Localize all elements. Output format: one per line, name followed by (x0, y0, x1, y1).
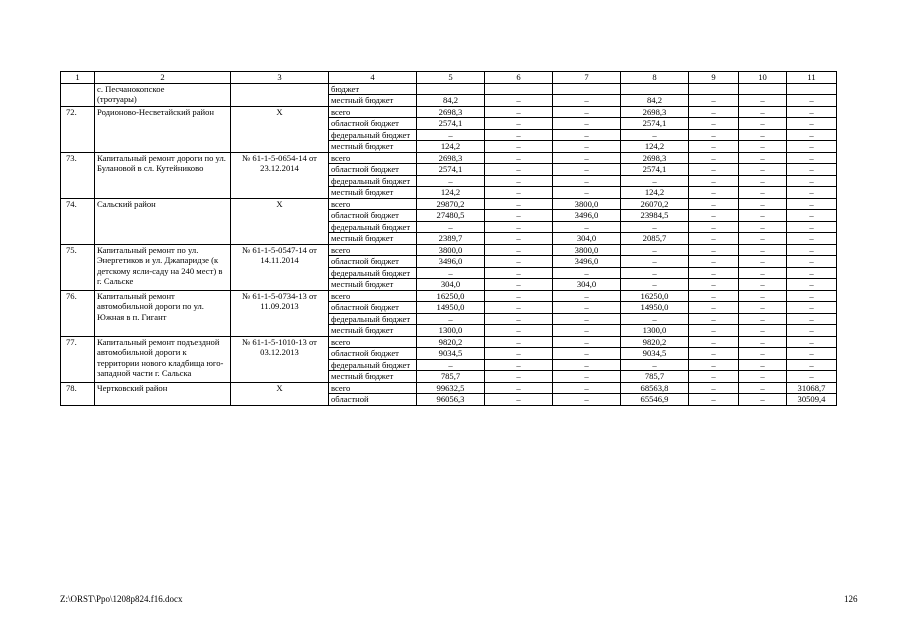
funding-source-cell: местный бюджет (329, 141, 417, 153)
amount-cell: – (787, 210, 837, 222)
amount-cell: 3800,0 (417, 244, 485, 256)
amount-cell: – (485, 152, 553, 164)
amount-cell: – (689, 141, 739, 153)
amount-cell: 9820,2 (417, 336, 485, 348)
column-number-header: 7 (553, 72, 621, 84)
amount-cell: 124,2 (417, 187, 485, 199)
amount-cell: – (485, 210, 553, 222)
amount-cell: – (417, 359, 485, 371)
amount-cell: – (689, 106, 739, 118)
funding-source-cell: местный бюджет (329, 187, 417, 199)
amount-cell: – (739, 221, 787, 233)
amount-cell: – (485, 141, 553, 153)
amount-cell: – (553, 394, 621, 406)
column-number-header: 3 (231, 72, 329, 84)
amount-cell: – (621, 129, 689, 141)
amount-cell: – (689, 382, 739, 394)
funding-source-cell: областной бюджет (329, 302, 417, 314)
amount-cell: – (689, 348, 739, 360)
amount-cell: 27480,5 (417, 210, 485, 222)
column-number-row (61, 72, 837, 84)
table-row (61, 198, 837, 210)
amount-cell: 23984,5 (621, 210, 689, 222)
amount-cell: 9820,2 (621, 336, 689, 348)
amount-cell: – (553, 175, 621, 187)
amount-cell: – (689, 325, 739, 337)
amount-cell (485, 83, 553, 95)
amount-cell (689, 83, 739, 95)
amount-cell: – (621, 313, 689, 325)
amount-cell: – (553, 164, 621, 176)
amount-cell: – (739, 302, 787, 314)
amount-cell: – (553, 313, 621, 325)
row-number-cell: 72. (61, 106, 95, 152)
funding-source-cell: областной бюджет (329, 118, 417, 130)
amount-cell: – (787, 175, 837, 187)
expertise-doc-cell (231, 83, 329, 106)
amount-cell: – (739, 118, 787, 130)
amount-cell: – (485, 95, 553, 107)
amount-cell: 2574,1 (417, 118, 485, 130)
amount-cell: – (621, 244, 689, 256)
amount-cell: – (485, 279, 553, 291)
funding-source-cell: всего (329, 198, 417, 210)
amount-cell: – (739, 141, 787, 153)
amount-cell: – (553, 221, 621, 233)
table-row (61, 152, 837, 164)
expertise-doc-cell: Х (231, 198, 329, 244)
amount-cell: – (739, 313, 787, 325)
amount-cell: – (553, 118, 621, 130)
amount-cell: – (553, 129, 621, 141)
amount-cell: – (621, 279, 689, 291)
object-name-cell: Чертковский район (95, 382, 231, 405)
amount-cell: – (689, 95, 739, 107)
amount-cell: – (787, 279, 837, 291)
amount-cell: – (787, 198, 837, 210)
amount-cell: 2574,1 (417, 164, 485, 176)
amount-cell (417, 83, 485, 95)
object-name-cell: Капитальный ремонт подъездной автомобильной дороги к территории нового кладбища юго-западной части г. Сальска (95, 336, 231, 382)
amount-cell: – (689, 221, 739, 233)
budget-table (60, 71, 837, 406)
expertise-doc-cell: № 61-1-5-0734-13 от 11.09.2013 (231, 290, 329, 336)
funding-source-cell: федеральный бюджет (329, 359, 417, 371)
table-body (61, 83, 837, 405)
amount-cell: 31068,7 (787, 382, 837, 394)
amount-cell: – (739, 394, 787, 406)
amount-cell: – (417, 267, 485, 279)
amount-cell: – (553, 187, 621, 199)
table-row (61, 83, 837, 95)
funding-source-cell: местный бюджет (329, 233, 417, 245)
amount-cell: 2574,1 (621, 164, 689, 176)
amount-cell: – (553, 325, 621, 337)
amount-cell: – (689, 210, 739, 222)
amount-cell (739, 83, 787, 95)
funding-source-cell: всего (329, 152, 417, 164)
amount-cell: 2698,3 (621, 152, 689, 164)
funding-source-cell: местный бюджет (329, 95, 417, 107)
amount-cell: 124,2 (621, 187, 689, 199)
funding-source-cell: местный бюджет (329, 325, 417, 337)
amount-cell: – (787, 106, 837, 118)
amount-cell: – (485, 106, 553, 118)
funding-source-cell: федеральный бюджет (329, 129, 417, 141)
amount-cell: – (553, 290, 621, 302)
amount-cell: – (689, 118, 739, 130)
amount-cell: – (485, 313, 553, 325)
amount-cell: – (787, 141, 837, 153)
amount-cell: 2389,7 (417, 233, 485, 245)
amount-cell: – (787, 233, 837, 245)
amount-cell: – (787, 118, 837, 130)
amount-cell: – (689, 164, 739, 176)
object-name-cell: Сальский район (95, 198, 231, 244)
object-name-cell: Капитальный ремонт автомобильной дороги по ул. Южная в п. Гигант (95, 290, 231, 336)
amount-cell: 65546,9 (621, 394, 689, 406)
amount-cell: 3800,0 (553, 244, 621, 256)
column-number-header: 9 (689, 72, 739, 84)
object-name-cell: Капитальный ремонт дороги по ул. Булановой в сл. Кутейниково (95, 152, 231, 198)
amount-cell: 26070,2 (621, 198, 689, 210)
column-number-header: 6 (485, 72, 553, 84)
amount-cell: 304,0 (553, 279, 621, 291)
amount-cell: – (553, 302, 621, 314)
amount-cell: – (739, 267, 787, 279)
funding-source-cell: федеральный бюджет (329, 313, 417, 325)
amount-cell: 2085,7 (621, 233, 689, 245)
amount-cell: – (689, 394, 739, 406)
amount-cell: – (787, 256, 837, 268)
amount-cell: – (689, 256, 739, 268)
row-number-cell: 78. (61, 382, 95, 405)
amount-cell: – (739, 244, 787, 256)
amount-cell: – (485, 256, 553, 268)
table-row (61, 244, 837, 256)
amount-cell: – (787, 371, 837, 383)
amount-cell: 124,2 (417, 141, 485, 153)
amount-cell: 99632,5 (417, 382, 485, 394)
amount-cell: – (739, 359, 787, 371)
amount-cell: – (739, 198, 787, 210)
amount-cell: – (621, 267, 689, 279)
amount-cell: 3800,0 (553, 198, 621, 210)
amount-cell: – (689, 129, 739, 141)
amount-cell: – (553, 95, 621, 107)
amount-cell: – (787, 302, 837, 314)
funding-source-cell: областной (329, 394, 417, 406)
page-number: 126 (844, 594, 858, 604)
amount-cell: 84,2 (417, 95, 485, 107)
amount-cell: – (417, 129, 485, 141)
amount-cell: – (739, 95, 787, 107)
funding-source-cell: всего (329, 290, 417, 302)
table-row (61, 290, 837, 302)
funding-source-cell: всего (329, 382, 417, 394)
amount-cell: 16250,0 (417, 290, 485, 302)
amount-cell: – (739, 152, 787, 164)
row-number-cell: 75. (61, 244, 95, 290)
amount-cell: – (485, 198, 553, 210)
table-row (61, 382, 837, 394)
amount-cell: – (485, 164, 553, 176)
amount-cell: 2698,3 (417, 152, 485, 164)
amount-cell: – (689, 175, 739, 187)
column-number-header: 2 (95, 72, 231, 84)
amount-cell: – (787, 313, 837, 325)
amount-cell: – (689, 233, 739, 245)
document-path: Z:\ORST\Ppo\1208p824.f16.docx (60, 594, 183, 604)
funding-source-cell: всего (329, 336, 417, 348)
amount-cell: 29870,2 (417, 198, 485, 210)
amount-cell: – (739, 210, 787, 222)
amount-cell: 2574,1 (621, 118, 689, 130)
amount-cell: 3496,0 (553, 210, 621, 222)
amount-cell: – (739, 187, 787, 199)
amount-cell: – (689, 359, 739, 371)
amount-cell: – (689, 244, 739, 256)
expertise-doc-cell: Х (231, 382, 329, 405)
amount-cell: – (689, 267, 739, 279)
funding-source-cell: бюджет (329, 83, 417, 95)
amount-cell: – (739, 106, 787, 118)
column-number-header: 10 (739, 72, 787, 84)
amount-cell: 16250,0 (621, 290, 689, 302)
expertise-doc-cell: № 61-1-5-0654-14 от 23.12.2014 (231, 152, 329, 198)
amount-cell: – (485, 359, 553, 371)
column-number-header: 8 (621, 72, 689, 84)
amount-cell: – (689, 302, 739, 314)
amount-cell: – (787, 221, 837, 233)
funding-source-cell: федеральный бюджет (329, 175, 417, 187)
amount-cell: – (787, 164, 837, 176)
amount-cell: – (485, 187, 553, 199)
amount-cell: – (485, 290, 553, 302)
amount-cell: – (787, 267, 837, 279)
amount-cell: 14950,0 (621, 302, 689, 314)
amount-cell: – (621, 221, 689, 233)
amount-cell: – (739, 348, 787, 360)
amount-cell: – (485, 175, 553, 187)
amount-cell: – (417, 221, 485, 233)
funding-source-cell: областной бюджет (329, 164, 417, 176)
amount-cell: 124,2 (621, 141, 689, 153)
amount-cell: 14950,0 (417, 302, 485, 314)
amount-cell: – (689, 336, 739, 348)
column-number-header: 11 (787, 72, 837, 84)
amount-cell: 9034,5 (417, 348, 485, 360)
row-number-cell: 77. (61, 336, 95, 382)
amount-cell: – (787, 244, 837, 256)
amount-cell: – (417, 175, 485, 187)
expertise-doc-cell: Х (231, 106, 329, 152)
amount-cell: 785,7 (621, 371, 689, 383)
amount-cell: – (787, 95, 837, 107)
amount-cell: – (485, 371, 553, 383)
amount-cell: – (485, 267, 553, 279)
amount-cell: 1300,0 (417, 325, 485, 337)
amount-cell: – (485, 394, 553, 406)
amount-cell: 304,0 (417, 279, 485, 291)
amount-cell: – (739, 256, 787, 268)
amount-cell: – (485, 233, 553, 245)
amount-cell: 68563,8 (621, 382, 689, 394)
amount-cell: – (739, 325, 787, 337)
row-number-cell: 73. (61, 152, 95, 198)
amount-cell: – (787, 325, 837, 337)
budget-table-page (60, 71, 837, 406)
table-row (61, 336, 837, 348)
amount-cell: – (485, 129, 553, 141)
amount-cell: – (739, 290, 787, 302)
amount-cell: – (787, 336, 837, 348)
column-number-header: 4 (329, 72, 417, 84)
amount-cell: – (553, 371, 621, 383)
amount-cell: – (739, 336, 787, 348)
amount-cell (787, 83, 837, 95)
amount-cell: – (485, 336, 553, 348)
amount-cell: – (739, 371, 787, 383)
amount-cell: – (485, 325, 553, 337)
amount-cell: – (485, 382, 553, 394)
object-name-cell: с. Песчанокопское (тротуары) (95, 83, 231, 106)
amount-cell: – (689, 371, 739, 383)
amount-cell: – (485, 244, 553, 256)
amount-cell: – (739, 382, 787, 394)
amount-cell: – (417, 313, 485, 325)
column-number-header: 1 (61, 72, 95, 84)
amount-cell: – (485, 221, 553, 233)
amount-cell: – (485, 302, 553, 314)
funding-source-cell: всего (329, 244, 417, 256)
amount-cell: – (739, 233, 787, 245)
amount-cell: 3496,0 (417, 256, 485, 268)
object-name-cell: Родионово-Несветайский район (95, 106, 231, 152)
expertise-doc-cell: № 61-1-5-1010-13 от 03.12.2013 (231, 336, 329, 382)
amount-cell (621, 83, 689, 95)
funding-source-cell: местный бюджет (329, 279, 417, 291)
funding-source-cell: областной бюджет (329, 256, 417, 268)
amount-cell: 304,0 (553, 233, 621, 245)
amount-cell: 84,2 (621, 95, 689, 107)
amount-cell: – (739, 175, 787, 187)
amount-cell: – (689, 313, 739, 325)
amount-cell: – (787, 359, 837, 371)
amount-cell: – (689, 198, 739, 210)
row-number-cell (61, 83, 95, 106)
expertise-doc-cell: № 61-1-5-0547-14 от 14.11.2014 (231, 244, 329, 290)
amount-cell: – (553, 382, 621, 394)
funding-source-cell: областной бюджет (329, 210, 417, 222)
amount-cell: – (787, 348, 837, 360)
amount-cell: – (485, 118, 553, 130)
funding-source-cell: федеральный бюджет (329, 267, 417, 279)
amount-cell: – (621, 175, 689, 187)
amount-cell: 96056,3 (417, 394, 485, 406)
funding-source-cell: всего (329, 106, 417, 118)
amount-cell: – (553, 359, 621, 371)
funding-source-cell: местный бюджет (329, 371, 417, 383)
amount-cell: – (689, 152, 739, 164)
amount-cell: – (787, 290, 837, 302)
row-number-cell: 74. (61, 198, 95, 244)
amount-cell: – (739, 164, 787, 176)
amount-cell: – (621, 359, 689, 371)
amount-cell: – (787, 152, 837, 164)
amount-cell: – (621, 256, 689, 268)
amount-cell: 785,7 (417, 371, 485, 383)
table-row (61, 106, 837, 118)
object-name-cell: Капитальный ремонт по ул. Энергетиков и ул. Джапаридзе (к детскому ясли-саду на 240 мест) в г. Сальске (95, 244, 231, 290)
amount-cell: – (689, 279, 739, 291)
amount-cell: 1300,0 (621, 325, 689, 337)
amount-cell: 30509,4 (787, 394, 837, 406)
amount-cell: – (689, 290, 739, 302)
amount-cell: – (553, 336, 621, 348)
amount-cell: – (553, 106, 621, 118)
amount-cell: – (739, 279, 787, 291)
amount-cell: – (787, 187, 837, 199)
row-number-cell: 76. (61, 290, 95, 336)
column-number-header: 5 (417, 72, 485, 84)
amount-cell: – (553, 152, 621, 164)
funding-source-cell: федеральный бюджет (329, 221, 417, 233)
amount-cell: – (553, 267, 621, 279)
funding-source-cell: областной бюджет (329, 348, 417, 360)
amount-cell: – (553, 141, 621, 153)
amount-cell: – (787, 129, 837, 141)
amount-cell: – (739, 129, 787, 141)
amount-cell: – (689, 187, 739, 199)
amount-cell: – (553, 348, 621, 360)
amount-cell: – (485, 348, 553, 360)
amount-cell: 9034,5 (621, 348, 689, 360)
amount-cell: 3496,0 (553, 256, 621, 268)
amount-cell: 2698,3 (621, 106, 689, 118)
amount-cell: 2698,3 (417, 106, 485, 118)
amount-cell (553, 83, 621, 95)
